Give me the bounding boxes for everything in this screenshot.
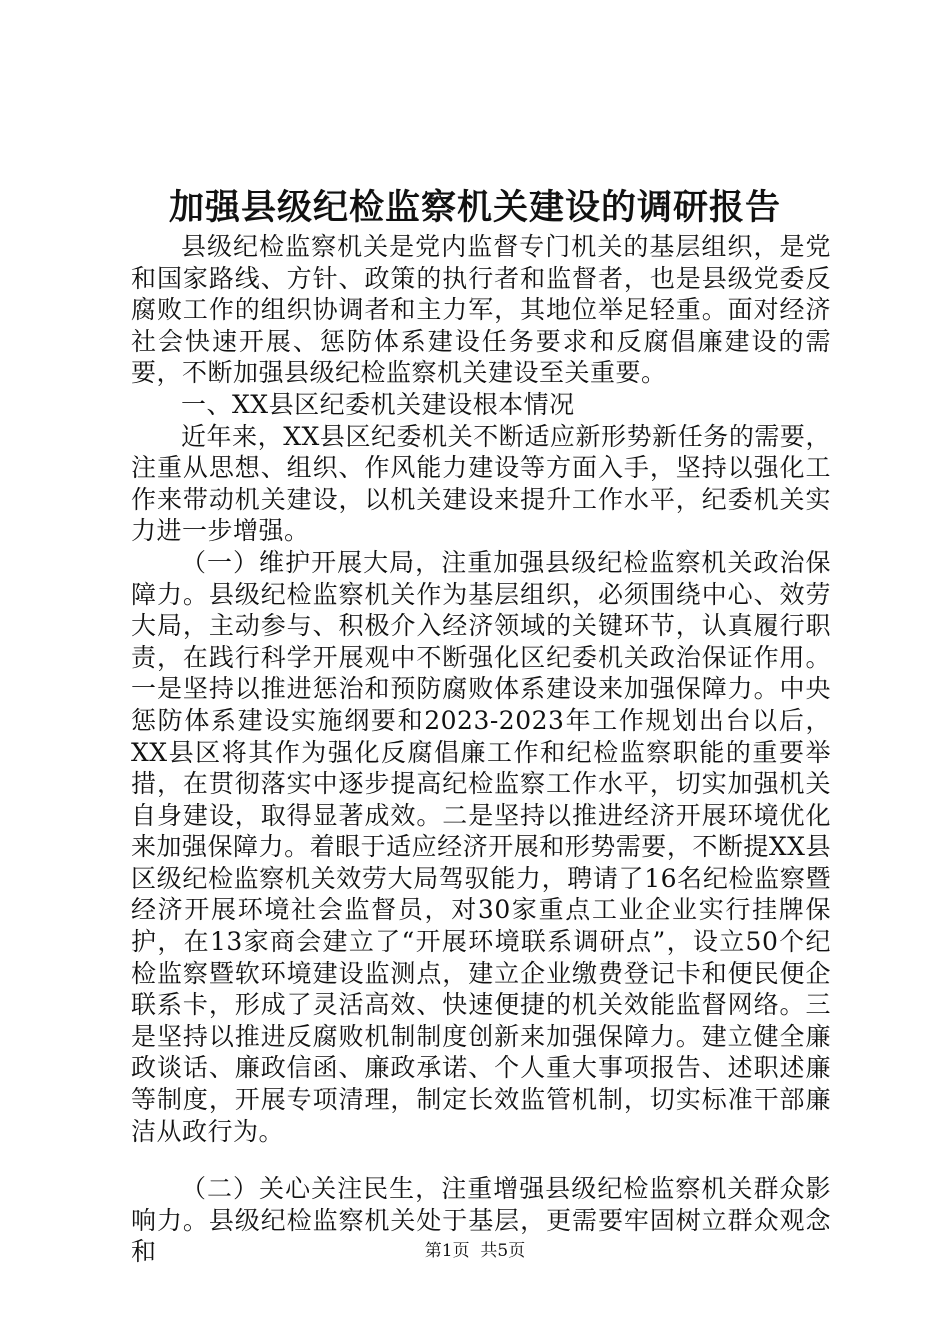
page-number-label: 第1页 共5页: [424, 1241, 526, 1261]
subsection-one-paragraph: （一）维护开展大局，注重加强县级纪检监察机关政治保障力。县级纪检监察机关作为基层组织，必须围绕中心、效劳大局，主动参与、积极介入经济领域的关键环节，认真履行职责，在践行科学开展观中不断强化区纪委机关政治保证作用。一是坚持以推进惩治和预防腐败体系建设来加强保障力。中央惩防体系建设实施纲要和2023-2023年工作规划出台以后，XX县区将其作为强化反腐倡廉工作和纪检监察职能的重要举措，在贯彻落实中逐步提高纪检监察工作水平，切实加强机关自身建设，取得显著成效。二是坚持以推进经济开展环境优化来加强保障力。着眼于适应经济开展和形势需要，不断提XX县区级纪检监察机关效劳大局驾驭能力，聘请了16名纪检监察暨经济开展环境社会监督员，对30家重点工业企业实行挂牌保护，在13家商会建立了“开展环境联系调研点”，设立50个纪检监察暨软环境建设监测点，建立企业缴费登记卡和便民便企联系卡，形成了灵活高效、快速便捷的机关效能监督网络。三是坚持以推进反腐败机制制度创新来加强保障力。建立健全廉政谈话、廉政信函、廉政承诺、个人重大事项报告、述职述廉等制度，开展专项清理，制定长效监管机制，切实标准干部廉洁从政行为。: [131, 547, 831, 1146]
intro-paragraph: 县级纪检监察机关是党内监督专门机关的基层组织，是党和国家路线、方针、政策的执行者和监督者，也是县级党委反腐败工作的组织协调者和主力军，其地位举足轻重。面对经济社会快速开展、惩防体系建设任务要求和反腐倡廉建设的需要，不断加强县级纪检监察机关建设至关重要。: [131, 232, 831, 388]
subsection-two-paragraph: （二）关心关注民生，注重增强县级纪检监察机关群众影响力。县级纪检监察机关处于基层，更需要牢固树立群众观念和: [131, 1174, 831, 1267]
document-body: [131, 231, 831, 1268]
section-heading: 一、XX县区纪委机关建设根本情况: [181, 389, 575, 419]
page-footer: [0, 1239, 950, 1263]
overview-paragraph: 近年来，XX县区纪委机关不断适应新形势新任务的需要，注重从思想、组织、作风能力建设等方面入手，坚持以强化工作来带动机关建设，以机关建设来提升工作水平，纪委机关实力进一步增强。: [131, 421, 831, 546]
document-title: 加强县级纪检监察机关建设的调研报告: [168, 187, 781, 228]
